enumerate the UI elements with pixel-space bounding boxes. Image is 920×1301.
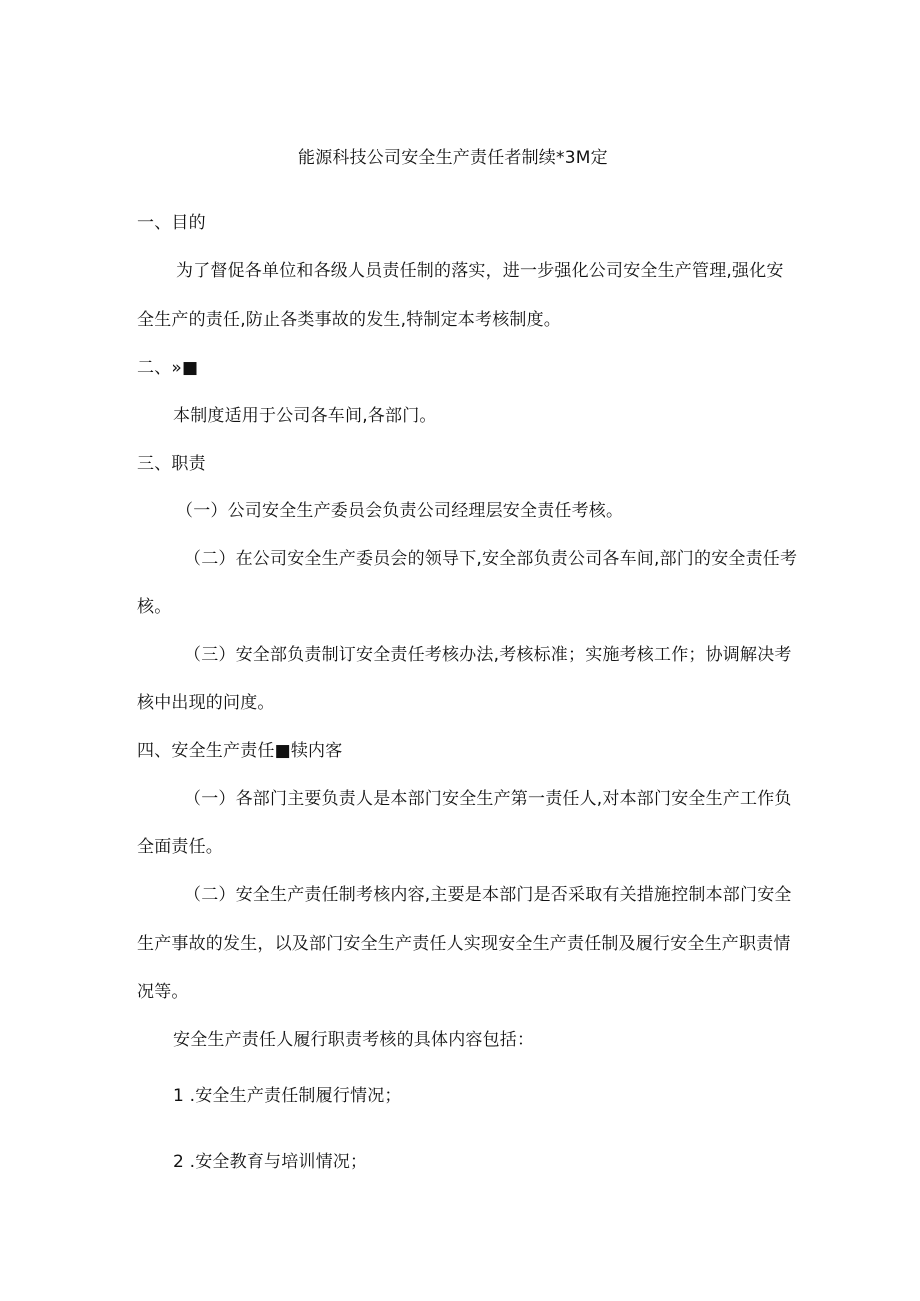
paragraph-line: 为了督促各单位和各级人员责任制的落实，进一步强化公司安全生产管理,强化安 [176, 261, 784, 281]
list-item-line: 况等。 [137, 982, 189, 1002]
section-heading-purpose: 一、目的 [137, 213, 206, 233]
list-item-line: 生产事故的发生，以及部门安全生产责任人实现安全生产责任制及履行安全生产职责情 [137, 934, 791, 954]
document-title: 能源科技公司安全生产责任者制续*3M定 [298, 148, 608, 168]
paragraph-line: 全生产的责任,防止各类事故的发生,特制定本考核制度。 [137, 310, 562, 330]
list-item-line: （一）各部门主要负责人是本部门安全生产第一责任人,对本部门安全生产工作负 [184, 789, 792, 809]
list-item-line: （二）在公司安全生产委员会的领导下,安全部负责公司各车间,部门的安全责任考 [184, 549, 798, 569]
assessment-intro: 安全生产责任人履行职责考核的具体内容包括： [173, 1030, 535, 1050]
list-item-line: 核。 [137, 597, 172, 617]
list-item-line: 全面责任。 [137, 837, 223, 857]
list-item-line: （三）安全部负责制订安全责任考核办法,考核标准；实施考核工作；协调解决考 [184, 645, 792, 665]
numbered-item: 1 .安全生产责任制履行情况； [173, 1086, 402, 1106]
section-heading-assessment: 四、安全生产责任■犊内客 [137, 741, 343, 761]
list-item-line: （二）安全生产责任制考核内容,主要是本部门是否采取有关措施控制本部门安全 [184, 885, 792, 905]
section-heading-scope: 二、»■ [137, 358, 199, 378]
list-item-line: （一）公司安全生产委员会负责公司经理层安全责任考核。 [176, 501, 624, 521]
section-heading-duties: 三、职责 [137, 454, 206, 474]
numbered-item: 2 .安全教育与培训情况； [173, 1152, 368, 1172]
paragraph-line: 本制度适用于公司各车间,各部门。 [173, 406, 437, 426]
list-item-line: 核中出现的问度。 [137, 693, 275, 713]
